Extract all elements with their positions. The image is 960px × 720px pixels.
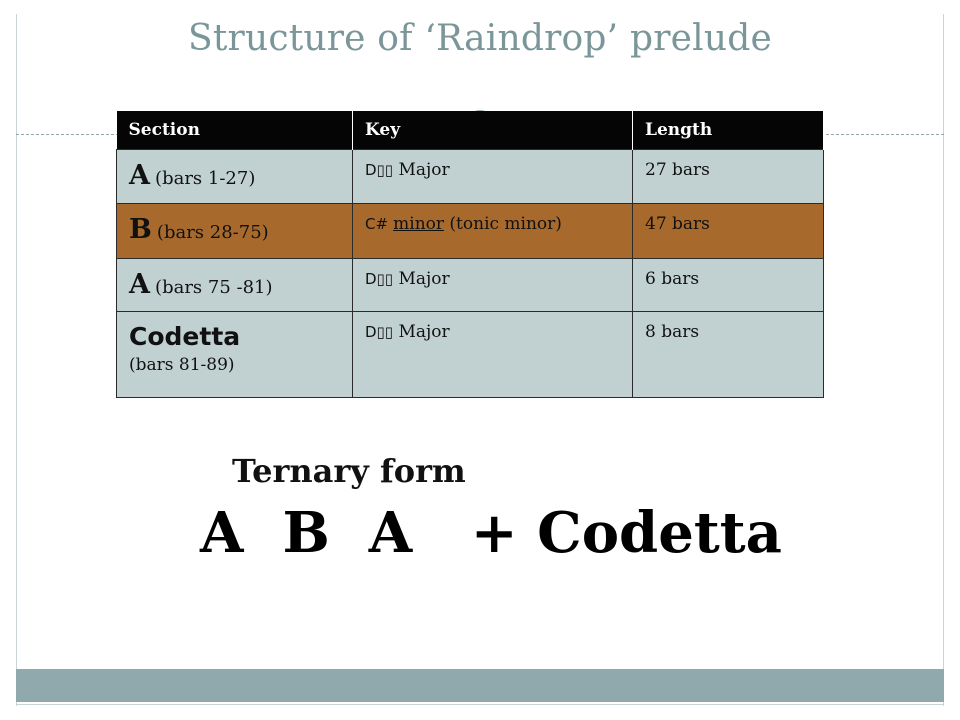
key-quality: Major — [393, 322, 450, 342]
length-value: 27 bars — [645, 160, 710, 180]
key-note: D▯▯ — [365, 323, 394, 341]
section-cell — [117, 259, 353, 312]
key-quality: Major — [393, 269, 450, 289]
key-cell — [353, 259, 633, 312]
section-cell — [117, 150, 353, 204]
key-cell — [353, 312, 633, 398]
key-note: D▯▯ — [365, 270, 394, 288]
key-quality: Major — [393, 160, 450, 180]
section-letter: Codetta — [129, 322, 241, 351]
key-cell — [353, 150, 633, 204]
structure-table — [116, 111, 824, 398]
table-header-row — [117, 111, 824, 150]
footer-bar — [16, 669, 944, 702]
header-section: Section — [117, 111, 353, 150]
length-cell — [633, 150, 824, 204]
key-note: C# — [365, 215, 389, 233]
table-row — [117, 204, 824, 259]
slide-title: Structure of ‘Raindrop’ prelude — [188, 18, 772, 59]
table-row — [117, 259, 824, 312]
length-value: 8 bars — [645, 322, 700, 342]
length-cell — [633, 204, 824, 259]
length-value: 6 bars — [645, 269, 700, 289]
form-label: Ternary form — [232, 452, 466, 490]
footer-line — [16, 704, 944, 705]
section-bar-range: (bars 81-89) — [129, 355, 235, 375]
table-row — [117, 312, 824, 398]
section-cell — [117, 204, 353, 259]
header-key: Key — [353, 111, 633, 150]
section-cell — [117, 312, 353, 398]
table-row — [117, 150, 824, 204]
key-minor-link[interactable]: minor — [393, 214, 445, 234]
key-cell — [353, 204, 633, 259]
section-letter: B — [129, 214, 152, 245]
section-bar-range: (bars 75 -81) — [155, 277, 273, 298]
section-letter: A — [129, 160, 150, 191]
section-letter: A — [129, 269, 150, 300]
key-note: D▯▯ — [365, 161, 394, 179]
length-value: 47 bars — [645, 214, 710, 234]
section-bar-range: (bars 1-27) — [155, 168, 256, 189]
key-quality: (tonic minor) — [444, 214, 562, 234]
length-cell — [633, 312, 824, 398]
section-bar-range: (bars 28-75) — [156, 222, 269, 243]
header-length: Length — [633, 111, 824, 150]
form-letters: A B A + Codetta — [200, 500, 782, 566]
length-cell — [633, 259, 824, 312]
